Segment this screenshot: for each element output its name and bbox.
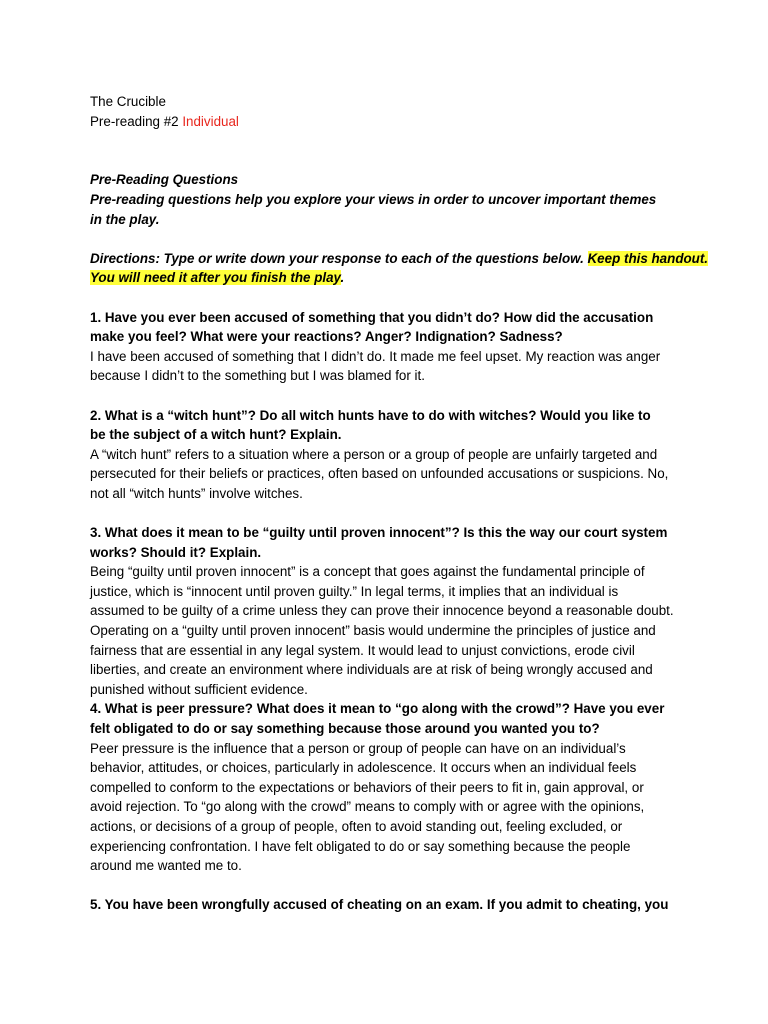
subtitle-prefix: Pre-reading #2	[90, 113, 183, 129]
answer-line: behavior, attitudes, or choices, particularly in adolescence. It occurs when an individual feels	[90, 760, 637, 776]
directions-line	[90, 268, 690, 288]
answer-line: I have been accused of something that I didn’t do. It made me feel upset. My reaction was anger	[90, 348, 661, 364]
question-line: felt obligated to do or say something because those around you wanted you to?	[90, 721, 600, 736]
answer-line: A “witch hunt” refers to a situation where a person or a group of people are unfairly targeted and	[90, 446, 658, 462]
answer-line: punished without sufficient evidence.	[90, 681, 308, 697]
answer-line: justice, which is “innocent until proven guilty.” In legal terms, it implies that an individual is	[90, 583, 619, 599]
question-line: 1. Have you ever been accused of something that you didn’t do? How did the accusation	[90, 309, 654, 325]
document-page	[90, 92, 709, 915]
directions-suffix: .	[340, 270, 345, 286]
answer-line: Peer pressure is the influence that a person or group of people can have on an individual’s	[90, 740, 626, 756]
directions-line	[90, 249, 709, 269]
answer-line: assumed to be guilty of a crime unless they can prove their innocence beyond a reasonable doubt.	[90, 603, 674, 619]
question-line: works? Should it? Explain.	[90, 544, 262, 560]
answer-line: experiencing confrontation. I have felt obligated to do or say something because the people	[90, 838, 631, 854]
answer-line: liberties, and create an environment where individuals are at risk of being wrongly accused and	[90, 662, 653, 678]
answer-line: actions, or decisions of a group of people, often to avoid standing out, feeling excluded, or	[90, 818, 623, 834]
question-line: 2. What is a “witch hunt”? Do all witch hunts have to do with witches? Would you like to	[90, 407, 651, 423]
question-line: 4. What is peer pressure? What does it mean to “go along with the crowd”? Have you ever	[90, 701, 665, 717]
answer-line: because I didn’t to the something but I was blamed for it.	[90, 368, 425, 384]
directions-highlight: Keep this handout.	[587, 250, 709, 266]
answer-line: compelled to conform to the expectations or behaviors of their peers to fit in, gain approval, or	[90, 779, 644, 795]
answer-line: fairness that are essential in any legal system. It would lead to unjust convictions, erode civil	[90, 642, 635, 658]
section-heading: Pre-Reading Questions	[90, 172, 239, 188]
question-line: make you feel? What were your reactions? Anger? Indignation? Sadness?	[90, 329, 563, 345]
question-line: be the subject of a witch hunt? Explain.	[90, 427, 342, 443]
answer-line: persecuted for their beliefs or practices, often based on unfounded accusations or suspicions. No,	[90, 466, 669, 482]
answer-line: Being “guilty until proven innocent” is a concept that goes against the fundamental principle of	[90, 564, 645, 580]
question-line: 5. You have been wrongfully accused of cheating on an exam. If you admit to cheating, you	[90, 897, 669, 913]
intro-description-line: in the play.	[90, 211, 160, 227]
intro-description-line: Pre-reading questions help you explore your views in order to uncover important themes	[90, 191, 657, 207]
answer-line: Operating on a “guilty until proven innocent” basis would undermine the principles of justice and	[90, 623, 656, 639]
directions-highlight: You will need it after you finish the play	[90, 270, 341, 286]
subtitle-tag: Individual	[182, 113, 239, 129]
answer-line: avoid rejection. To “go along with the crowd” means to comply with or agree with the opinions,	[90, 799, 645, 815]
question-line: 3. What does it mean to be “guilty until proven innocent”? Is this the way our court system	[90, 525, 668, 541]
directions-prefix: Directions: Type or write down your response to each of the questions below.	[90, 250, 588, 266]
answer-line: not all “witch hunts” involve witches.	[90, 485, 303, 501]
document-title: The Crucible	[90, 94, 166, 109]
document-subtitle	[90, 112, 690, 132]
answer-line: around me wanted me to.	[90, 858, 242, 874]
